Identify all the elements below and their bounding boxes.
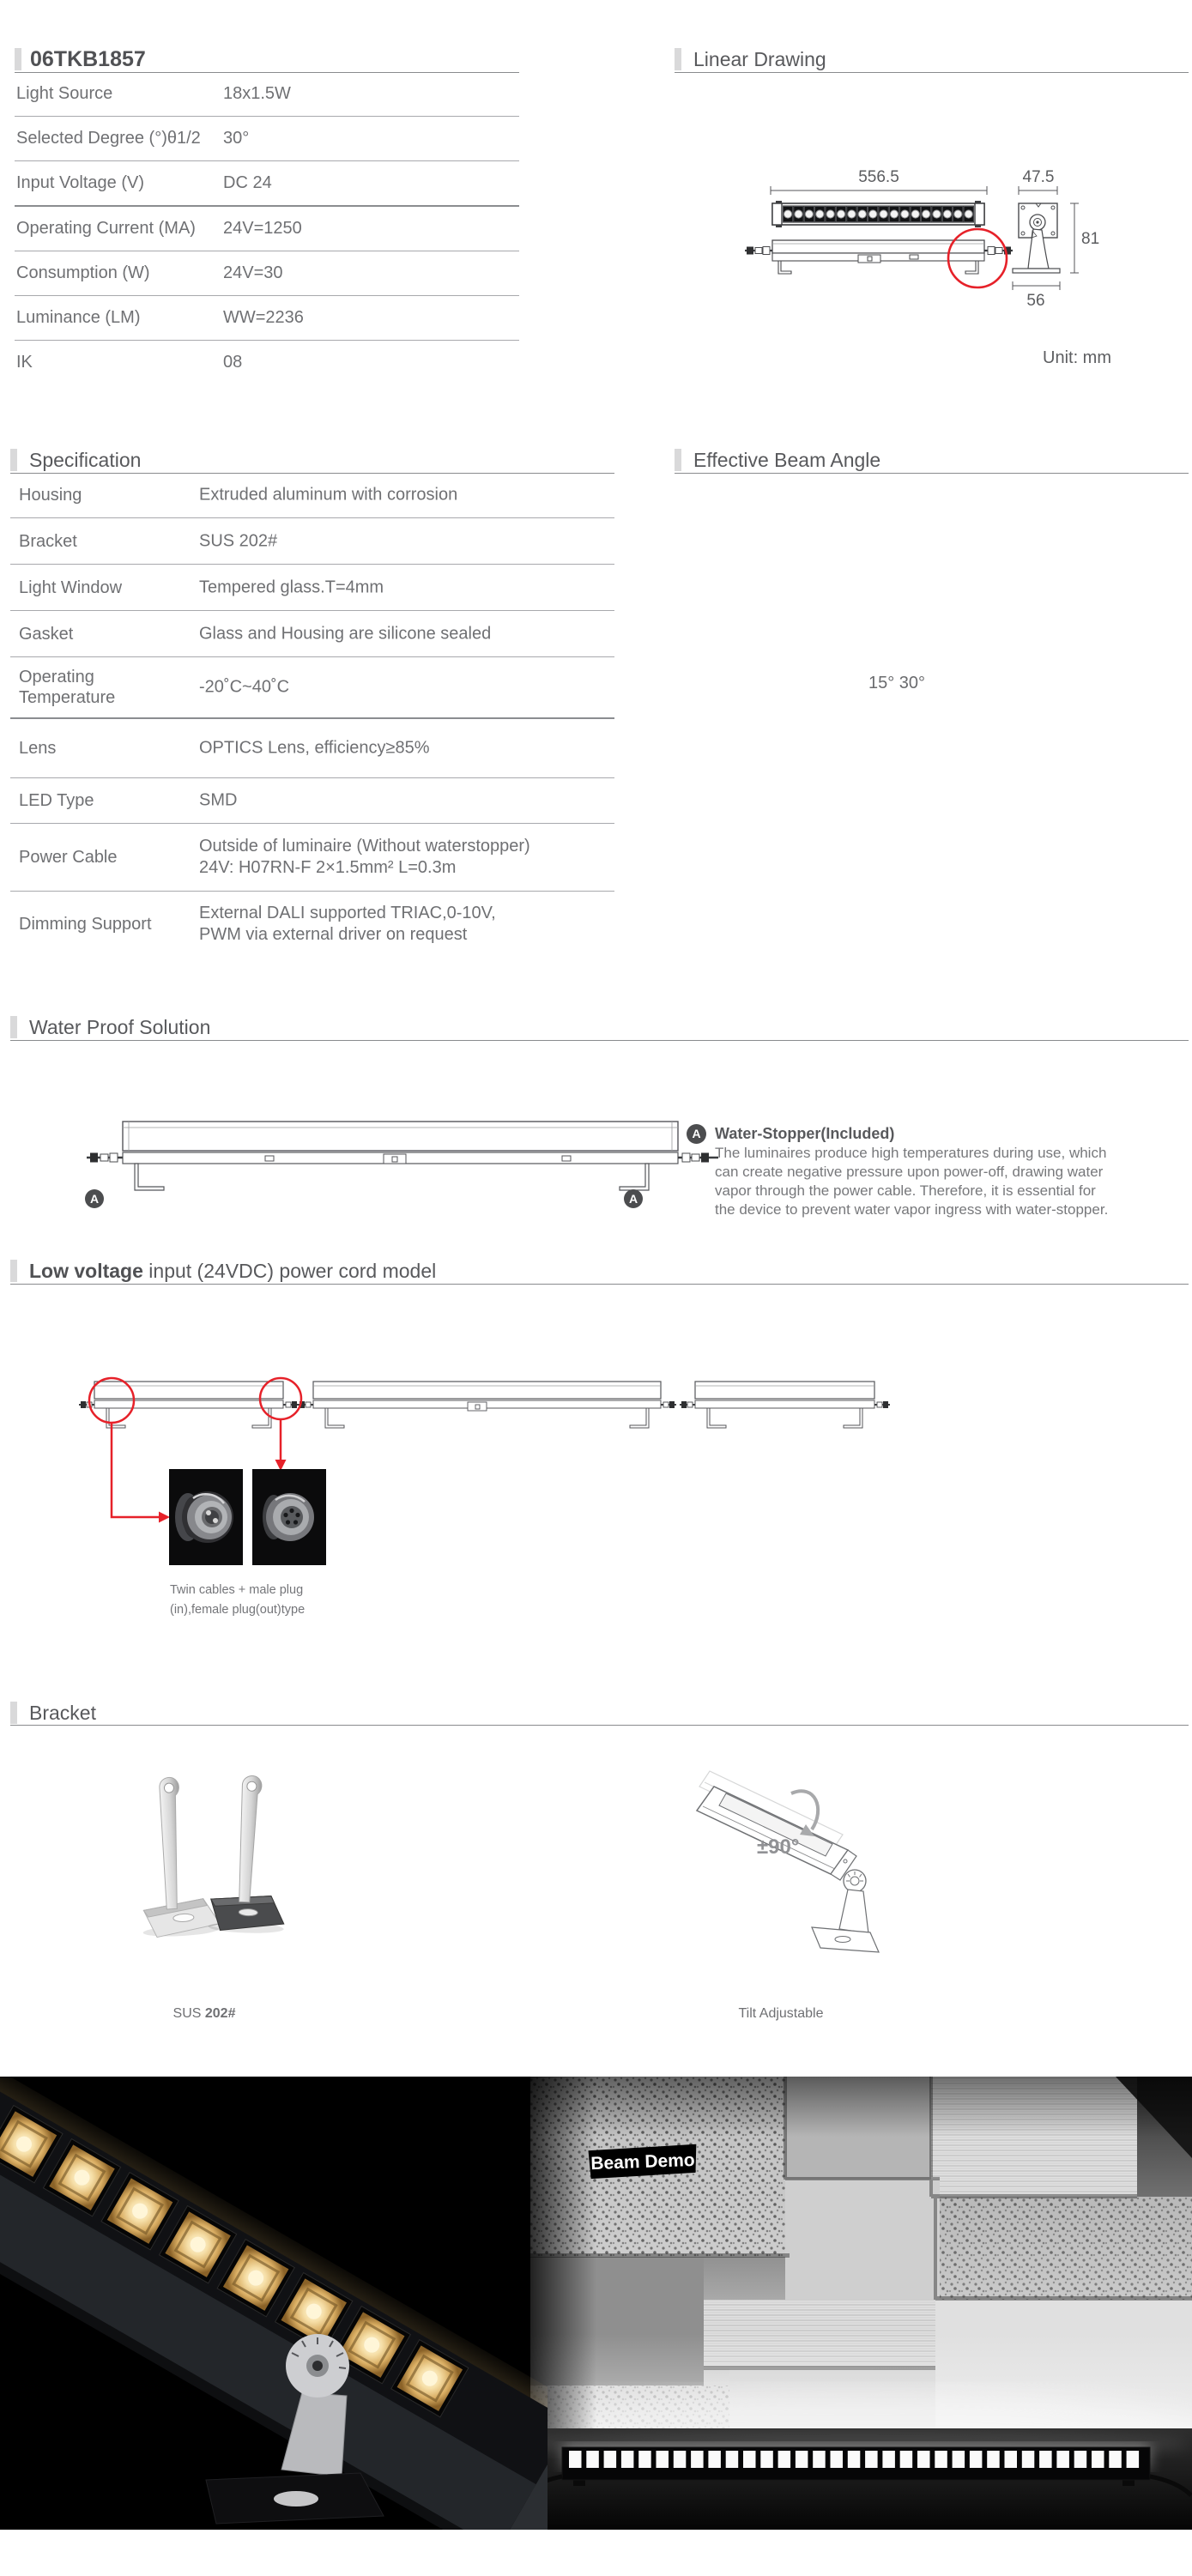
row-label: Housing <box>19 486 82 505</box>
row-value: 24V=1250 <box>223 219 302 238</box>
row-label: Dimming Support <box>19 914 152 934</box>
note-line: the device to prevent water vapor ingress with water-stopper. <box>715 1201 1109 1218</box>
male-plug-photo <box>169 1469 243 1565</box>
luminaire-side-view <box>87 1122 718 1190</box>
dim-width-label: 47.5 <box>1022 168 1055 186</box>
product-code-header <box>15 47 519 73</box>
beam-demo-photo <box>0 2077 1192 2530</box>
section-accent-bar <box>15 48 21 70</box>
marker-a-badge: A <box>687 1124 706 1144</box>
row-label: Operating Temperature <box>19 668 116 707</box>
connector-caption: Twin cables + male plug (in),female plug(out)type <box>170 1583 306 1617</box>
wall-wash-scene <box>485 2077 1192 2530</box>
section-title: Linear Drawing <box>693 48 826 70</box>
fixture-drawing <box>79 1382 299 1428</box>
table-row <box>10 824 614 892</box>
row-value: 24V=30 <box>223 263 283 282</box>
dim-height-label: 81 <box>1081 230 1100 248</box>
row-label: Consumption (W) <box>16 263 150 282</box>
marker-a-badge <box>624 1189 643 1208</box>
rotation-arrow <box>791 1791 818 1829</box>
section-accent-bar <box>10 449 17 471</box>
low-voltage-header <box>10 1259 1189 1285</box>
section-title: Bracket <box>29 1702 96 1724</box>
sus-brackets-photo <box>123 1765 298 1976</box>
row-value: SMD <box>199 790 238 810</box>
section-accent-bar <box>10 1260 17 1282</box>
table-row <box>10 565 614 611</box>
tilt-bracket <box>812 1870 879 1952</box>
table-row <box>10 611 614 657</box>
specification-table <box>10 473 614 956</box>
row-label: Operating Current (MA) <box>16 219 196 238</box>
svg-text:Beam Demo: Beam Demo <box>590 2150 696 2174</box>
left-cable-connector <box>745 247 772 255</box>
row-label: Gasket <box>19 624 74 644</box>
svg-text:A: A <box>628 1192 638 1206</box>
row-value: OPTICS Lens, efficiency≥85% <box>199 738 430 758</box>
female-plug-photo <box>252 1469 326 1565</box>
table-row <box>15 341 519 384</box>
front-view-drawing <box>772 201 984 227</box>
table-row <box>15 296 519 341</box>
row-label: Light Source <box>16 84 113 103</box>
height-dimension <box>1070 203 1079 273</box>
row-label: Light Window <box>19 577 123 597</box>
row-value: Glass and Housing are silicone sealed <box>199 624 492 643</box>
base-dimension <box>1013 281 1060 290</box>
row-label: Power Cable <box>19 848 118 867</box>
row-value: DC 24 <box>223 173 272 192</box>
side-view-drawing <box>745 240 1013 274</box>
row-label: Lens <box>19 739 57 758</box>
table-row <box>10 719 614 778</box>
row-value: 30° <box>223 129 250 148</box>
section-title: Low voltage input (24VDC) power cord model <box>29 1260 437 1282</box>
sus-caption: SUS 202# <box>172 2006 236 2021</box>
unit-note: Unit: mm <box>1043 348 1111 367</box>
row-label: Selected Degree (°)θ1/2 <box>16 129 201 148</box>
right-mounting-bracket <box>965 261 978 274</box>
note-line: vapor through the power cable. Therefore, it is essential for <box>715 1182 1096 1199</box>
note-line: The luminaires produce high temperatures during use, which <box>715 1145 1107 1161</box>
section-accent-bar <box>10 1016 17 1038</box>
row-value: External DALI supported TRIAC,0-10V, PWM via external driver on request <box>199 903 496 944</box>
note-line: can create negative pressure upon power-off, drawing water <box>715 1164 1104 1180</box>
row-label: Input Voltage (V) <box>16 173 144 192</box>
table-row <box>15 72 519 117</box>
section-title: Effective Beam Angle <box>693 449 881 471</box>
tilt-caption: Tilt Adjustable <box>738 2006 824 2021</box>
left-mounting-bracket <box>135 1164 164 1190</box>
linear-drawing-figure <box>738 167 1116 313</box>
right-cable-connector <box>984 247 1013 255</box>
row-label: IK <box>16 353 33 372</box>
row-value: Outside of luminaire (Without waterstopper) 24V: H07RN-F 2×1.5mm² L=0.3m <box>199 837 530 877</box>
row-label: Luminance (LM) <box>16 308 141 327</box>
row-value: Extruded aluminum with corrosion <box>199 485 458 505</box>
left-mounting-bracket <box>778 261 791 274</box>
row-label: LED Type <box>19 791 94 810</box>
tilted-bar <box>697 1787 856 1880</box>
beam-angle-values: 15° 30° <box>868 674 926 692</box>
bracket-right <box>208 1775 288 1934</box>
tilt-adjustable-drawing <box>695 1744 910 1986</box>
marker-a-badge <box>85 1189 104 1208</box>
end-view-drawing <box>1013 203 1060 273</box>
row-value: 18x1.5W <box>223 84 291 103</box>
dim-length-label: 556.5 <box>858 168 899 186</box>
bracket-left <box>135 1775 221 1938</box>
row-value: Tempered glass.T=4mm <box>199 577 384 596</box>
table-row <box>15 117 519 161</box>
beam-angle-header <box>675 448 1189 474</box>
table-row <box>15 161 519 207</box>
linear-drawing-header <box>675 47 1189 73</box>
table-row <box>10 657 614 719</box>
row-value: -20˚C~40˚C <box>199 677 290 697</box>
specification-header <box>10 448 614 474</box>
table-row <box>10 778 614 824</box>
width-dimension <box>1019 186 1057 195</box>
waterproof-drawing <box>82 1111 725 1212</box>
length-dimension <box>771 186 987 195</box>
table-row <box>15 207 519 251</box>
section-accent-bar <box>10 1702 17 1724</box>
row-label: Bracket <box>19 531 77 551</box>
fixture-drawing <box>680 1382 890 1428</box>
section-title: Water Proof Solution <box>29 1016 211 1038</box>
right-mounting-bracket <box>620 1164 649 1190</box>
note-title: Water-Stopper(Included) <box>715 1125 895 1142</box>
left-cable-connector <box>87 1153 123 1163</box>
row-value: 08 <box>223 353 243 372</box>
waterproof-header <box>10 1015 1189 1041</box>
table-row <box>15 251 519 296</box>
table-row <box>10 518 614 565</box>
bracket-header <box>10 1701 1189 1726</box>
table-row <box>10 473 614 518</box>
product-spec-table <box>15 72 519 384</box>
section-accent-bar <box>675 449 681 471</box>
svg-text:A: A <box>89 1192 100 1206</box>
product-code: 06TKB1857 <box>30 47 146 71</box>
section-accent-bar <box>675 48 681 70</box>
water-stopper-note <box>687 1124 1133 1219</box>
row-value: WW=2236 <box>223 308 304 327</box>
arrowhead <box>159 1512 170 1523</box>
tilt-angle-label: ±90° <box>757 1835 800 1859</box>
red-callout-arrow <box>112 1424 159 1517</box>
fixture-drawing <box>298 1382 676 1428</box>
section-title: Specification <box>29 449 142 471</box>
dim-base-label: 56 <box>1026 292 1045 310</box>
table-row <box>10 892 614 956</box>
row-value: SUS 202# <box>199 531 278 550</box>
